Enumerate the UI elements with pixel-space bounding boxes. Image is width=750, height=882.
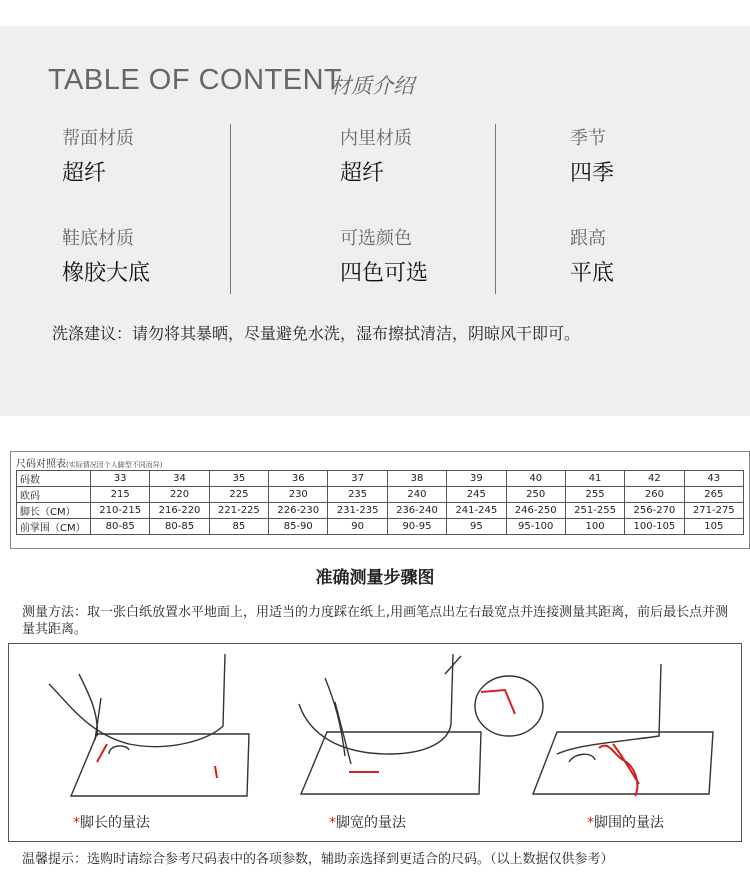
- caption-circumference: [587, 812, 664, 832]
- table-cell: 255: [565, 487, 624, 503]
- attr-colors: [340, 224, 428, 287]
- table-cell: 241-245: [447, 503, 506, 519]
- toe-outline: [109, 746, 129, 754]
- caption-text: 脚宽的量法: [336, 815, 406, 831]
- attr-season: [570, 124, 614, 187]
- size-caption: [16, 455, 162, 470]
- attr-sole-material: [62, 224, 150, 287]
- wash-note: 洗涤建议：请勿将其暴晒，尽量避免水洗，湿布擦拭清洁，阴晾风干即可。: [52, 324, 581, 343]
- material-panel: [0, 26, 750, 416]
- table-cell: 230: [269, 487, 328, 503]
- attr-value: 橡胶大底: [62, 261, 151, 286]
- table-cell: 231-235: [328, 503, 387, 519]
- row-label: 前掌围（CM）: [17, 519, 91, 535]
- attr-label: 内里材质: [340, 128, 412, 149]
- table-cell: 95-100: [506, 519, 565, 535]
- table-cell: 260: [625, 487, 684, 503]
- table-cell: 250: [506, 487, 565, 503]
- row-label: 脚长（CM）: [17, 503, 91, 519]
- caption-text: 脚长的量法: [80, 815, 150, 831]
- table-cell: 240: [387, 487, 446, 503]
- table-cell: 43: [684, 471, 743, 487]
- foot-outline: [299, 654, 453, 754]
- pen-hand: [325, 678, 345, 756]
- table-cell: 235: [328, 487, 387, 503]
- attr-value: 四色可选: [340, 261, 429, 286]
- measure-title: 准确测量步骤图: [315, 568, 435, 588]
- table-cell: 34: [150, 471, 209, 487]
- table-cell: 100-105: [625, 519, 684, 535]
- table-cell: 100: [565, 519, 624, 535]
- attr-label: 跟高: [570, 228, 606, 249]
- table-row: [17, 519, 744, 535]
- length-mark: [97, 744, 107, 762]
- caption-width: [329, 812, 406, 832]
- size-table: [16, 470, 744, 535]
- table-cell: 90-95: [387, 519, 446, 535]
- foot-outline: [49, 654, 225, 747]
- table-cell: 35: [209, 471, 268, 487]
- table-cell: 226-230: [269, 503, 328, 519]
- attr-label: 季节: [570, 128, 606, 149]
- attr-value: 四季: [570, 161, 615, 186]
- table-cell: 85-90: [269, 519, 328, 535]
- table-cell: 256-270: [625, 503, 684, 519]
- table-cell: 39: [447, 471, 506, 487]
- size-caption-note: (实际情况因个人脚型不同而异): [66, 461, 163, 469]
- table-cell: 210-215: [91, 503, 150, 519]
- table-cell: 265: [684, 487, 743, 503]
- panel-title: TABLE OF CONTENT: [48, 64, 343, 96]
- attr-label: 可选颜色: [340, 228, 412, 249]
- table-cell: 90: [328, 519, 387, 535]
- row-label: 码数: [17, 471, 91, 487]
- measure-illustrations: [8, 643, 742, 842]
- table-row: [17, 487, 744, 503]
- table-cell: 33: [91, 471, 150, 487]
- table-cell: 41: [565, 471, 624, 487]
- size-caption-title: 尺码对照表: [16, 459, 66, 470]
- table-cell: 40: [506, 471, 565, 487]
- divider: [230, 124, 231, 294]
- attr-value: 超纤: [340, 161, 385, 186]
- caption-star: *: [329, 815, 336, 831]
- size-chart: [10, 451, 750, 549]
- attr-heel-height: [570, 224, 614, 287]
- table-cell: 38: [387, 471, 446, 487]
- table-cell: 236-240: [387, 503, 446, 519]
- attr-upper-material: [62, 124, 134, 187]
- table-cell: 42: [625, 471, 684, 487]
- panel-subtitle: 材质介绍: [330, 74, 414, 98]
- table-cell: 271-275: [684, 503, 743, 519]
- length-mark: [215, 766, 217, 778]
- row-label: 欧码: [17, 487, 91, 503]
- toe-outline: [569, 754, 595, 762]
- attr-label: 帮面材质: [62, 128, 134, 149]
- attr-value: 平底: [570, 261, 615, 286]
- table-row: [17, 471, 744, 487]
- table-cell: 246-250: [506, 503, 565, 519]
- table-cell: 105: [684, 519, 743, 535]
- caption-star: *: [587, 815, 594, 831]
- caption-length: [73, 812, 150, 832]
- pen: [335, 702, 351, 764]
- toe-detail: [475, 676, 543, 736]
- divider: [495, 124, 496, 294]
- table-cell: 245: [447, 487, 506, 503]
- table-cell: 37: [328, 471, 387, 487]
- table-cell: 80-85: [150, 519, 209, 535]
- table-cell: 215: [91, 487, 150, 503]
- paper-sheet: [301, 732, 481, 794]
- table-cell: 85: [209, 519, 268, 535]
- table-cell: 80-85: [91, 519, 150, 535]
- table-cell: 221-225: [209, 503, 268, 519]
- width-mark: [481, 690, 515, 714]
- table-cell: 95: [447, 519, 506, 535]
- paper-sheet: [71, 734, 249, 796]
- pen-hand: [79, 674, 97, 736]
- attr-lining-material: [340, 124, 412, 187]
- table-cell: 225: [209, 487, 268, 503]
- tip-note: 温馨提示：选购时请综合参考尺码表中的各项参数，辅助亲选择到更适合的尺码。（以上数据仅供参考）: [22, 852, 614, 867]
- table-cell: 36: [269, 471, 328, 487]
- table-cell: 220: [150, 487, 209, 503]
- attr-value: 超纤: [62, 161, 107, 186]
- caption-text: 脚围的量法: [594, 815, 664, 831]
- circumference-tape: [613, 744, 639, 784]
- table-cell: 216-220: [150, 503, 209, 519]
- caption-star: *: [73, 815, 80, 831]
- measure-method: 测量方法：取一张白纸放置水平地面上，用适当的力度踩在纸上,用画笔点出左右最宽点并连接测量其距离，前后最长点并测量其距离。: [22, 605, 729, 637]
- attr-label: 鞋底材质: [62, 228, 134, 249]
- table-row: [17, 503, 744, 519]
- foot-outline: [557, 664, 661, 754]
- table-cell: 251-255: [565, 503, 624, 519]
